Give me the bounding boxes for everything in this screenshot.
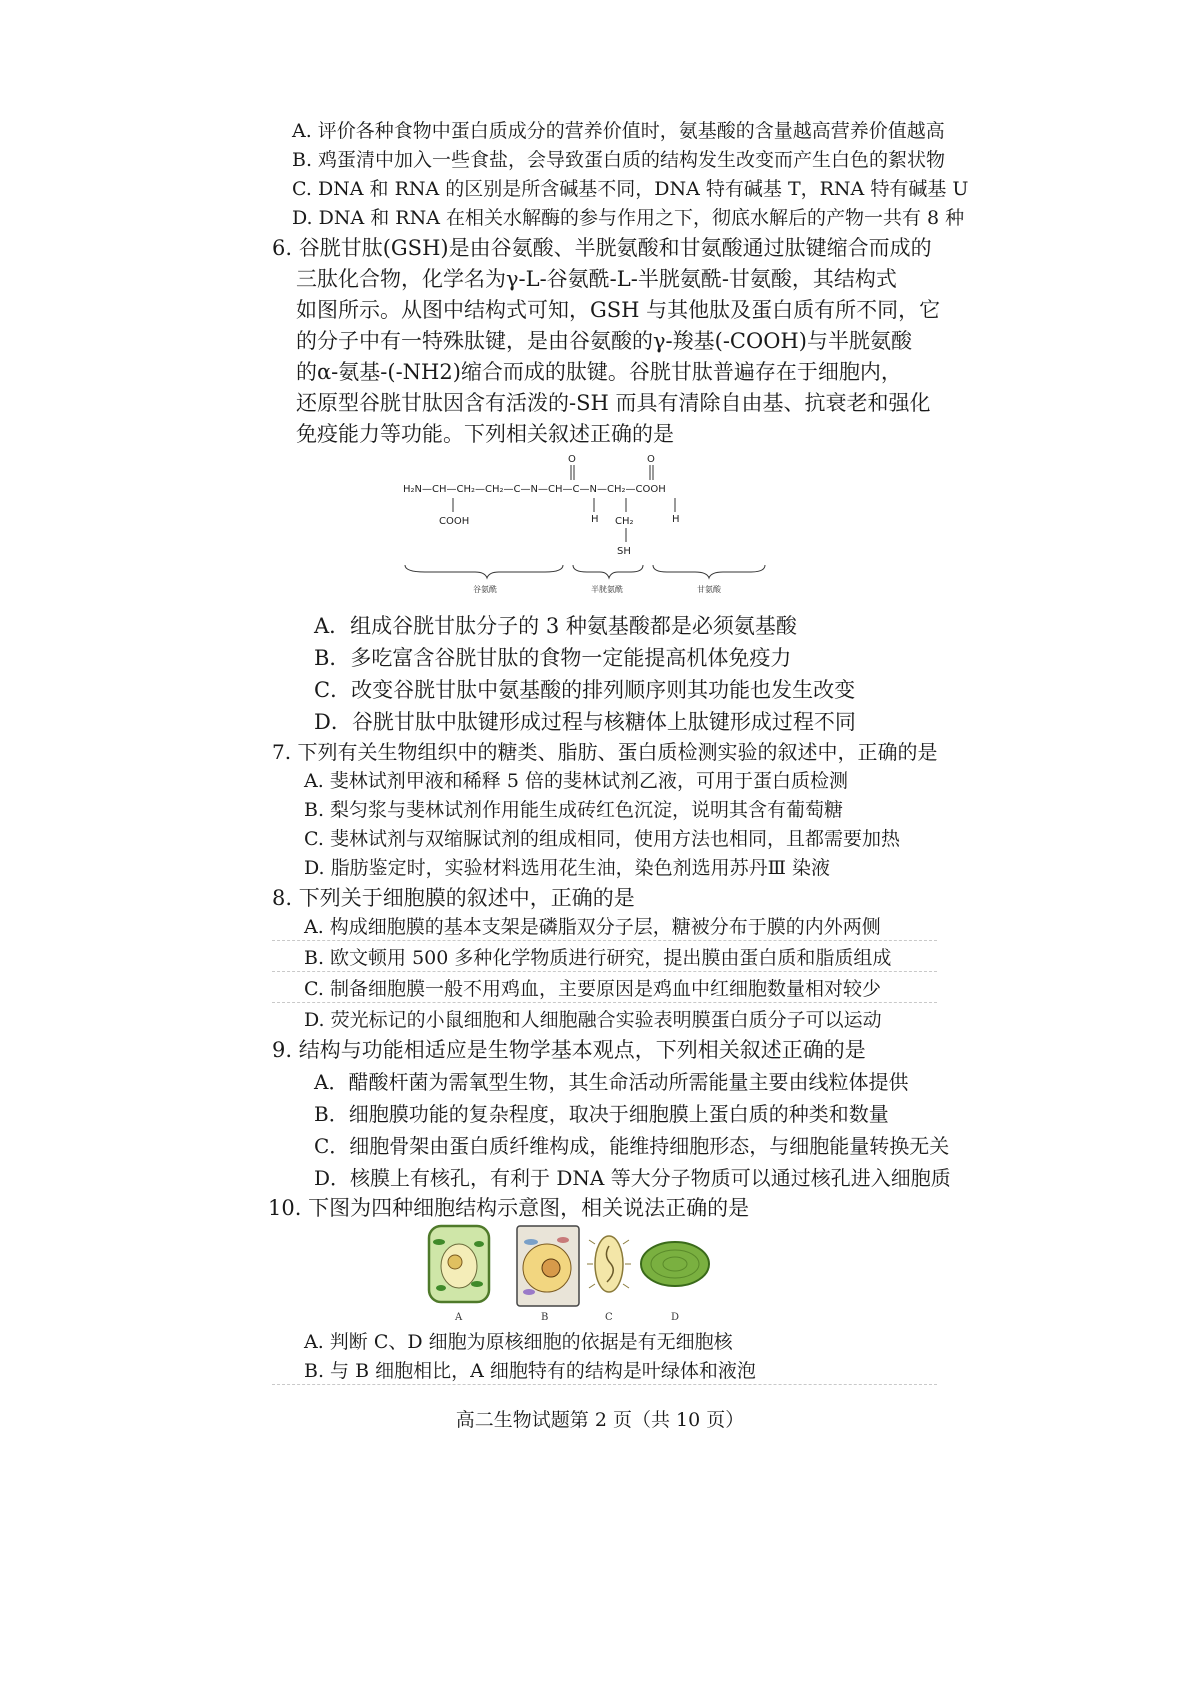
q10-option-b: B. 与 B 细胞相比，A 细胞特有的结构是叶绿体和液泡 — [304, 1360, 756, 1382]
divider — [272, 1384, 937, 1385]
q8-option-c: C. 制备细胞膜一般不用鸡血，主要原因是鸡血中红细胞数量相对较少 — [304, 978, 881, 1000]
formula-carbonyl-o-1: O — [568, 454, 576, 465]
plant-cell-a — [429, 1226, 489, 1302]
q9-stem: 9. 结构与功能相适应是生物学基本观点，下列相关叙述正确的是 — [272, 1038, 866, 1062]
cell-label-d: D — [671, 1312, 680, 1323]
q5-option-b: B. 鸡蛋清中加入一些食盐，会导致蛋白质的结构发生改变而产生白色的絮状物 — [292, 149, 946, 171]
q9-option-c: C．细胞骨架由蛋白质纤维构成，能维持细胞形态，与细胞能量转换无关 — [314, 1134, 950, 1158]
formula-sh: SH — [617, 546, 631, 557]
q6-option-a: A．组成谷胱甘肽分子的 3 种氨基酸都是必须氨基酸 — [314, 614, 797, 638]
q6-line-2: 三肽化合物，化学名为γ-L-谷氨酰-L-半胱氨酰-甘氨酸，其结构式 — [296, 267, 897, 291]
q7-option-c: C. 斐林试剂与双缩脲试剂的组成相同，使用方法也相同，且都需要加热 — [304, 828, 900, 850]
q8-option-d: D. 荧光标记的小鼠细胞和人细胞融合实验表明膜蛋白质分子可以运动 — [304, 1009, 882, 1031]
q8-option-a: A. 构成细胞膜的基本支架是磷脂双分子层，糖被分布于膜的内外两侧 — [304, 916, 881, 938]
q6-line-4: 的分子中有一特殊肽键，是由谷氨酸的γ-羧基(-COOH)与半胱氨酸 — [296, 329, 912, 353]
formula-h-2: H — [672, 514, 680, 525]
page-footer: 高二生物试题第 2 页（共 10 页） — [455, 1409, 745, 1431]
q9-option-a: A．醋酸杆菌为需氧型生物，其生命活动所需能量主要由线粒体提供 — [314, 1070, 909, 1094]
q10-option-a: A. 判断 C、D 细胞为原核细胞的依据是有无细胞核 — [304, 1331, 733, 1353]
formula-main-chain: H₂N—CH—CH₂—CH₂—C—N—CH—C—N—CH₂—COOH — [403, 484, 666, 495]
cell-label-c: C — [605, 1312, 613, 1323]
animal-cell-b — [517, 1226, 579, 1306]
divider — [272, 1002, 937, 1003]
q7-option-d: D. 脂肪鉴定时，实验材料选用花生油，染色剂选用苏丹Ⅲ 染液 — [304, 857, 830, 879]
brace-glutamyl — [405, 565, 563, 578]
bacterium-cell-c — [587, 1236, 631, 1292]
cell-label-b: B — [541, 1312, 549, 1323]
q5-option-a: A. 评价各种食物中蛋白质成分的营养价值时，氨基酸的含量越高营养价值越高 — [292, 120, 945, 142]
formula-cooh-side: COOH — [439, 516, 470, 527]
q6-line-3: 如图所示。从图中结构式可知，GSH 与其他肽及蛋白质有所不同，它 — [296, 298, 941, 322]
brace-cysteinyl — [573, 565, 643, 578]
q6-option-d: D．谷胱甘肽中肽键形成过程与核糖体上肽键形成过程不同 — [314, 710, 856, 734]
formula-h-1: H — [591, 514, 599, 525]
divider — [272, 940, 937, 941]
formula-carbonyl-o-2: O — [647, 454, 655, 465]
divider — [272, 971, 937, 972]
cell-label-a: A — [455, 1312, 463, 1323]
q6-option-b: B．多吃富含谷胱甘肽的食物一定能提高机体免疫力 — [314, 646, 792, 670]
brace-glycine — [653, 565, 765, 578]
q6-line-6: 还原型谷胱甘肽因含有活泼的-SH 而具有清除自由基、抗衰老和强化 — [296, 391, 931, 415]
q8-option-b: B. 欧文顿用 500 多种化学物质进行研究，提出膜由蛋白质和脂质组成 — [304, 947, 892, 969]
q5-option-c: C. DNA 和 RNA 的区别是所含碱基不同，DNA 特有碱基 T，RNA 特有碱基 U — [292, 178, 969, 200]
q7-stem: 7. 下列有关生物组织中的糖类、脂肪、蛋白质检测实验的叙述中，正确的是 — [272, 740, 938, 764]
four-cell-structure-diagram — [425, 1222, 725, 1324]
q6-option-c: C．改变谷胱甘肽中氨基酸的排列顺序则其功能也发生改变 — [314, 678, 856, 702]
q6-line-1: 6. 谷胱甘肽(GSH)是由谷氨酸、半胱氨酸和甘氨酸通过肽键缩合而成的 — [272, 236, 932, 260]
q8-stem: 8. 下列关于细胞膜的叙述中，正确的是 — [272, 886, 635, 910]
q5-option-d: D. DNA 和 RNA 在相关水解酶的参与作用之下，彻底水解后的产物一共有 8 种 — [292, 207, 965, 229]
formula-ch2-side: CH₂ — [615, 516, 634, 527]
q9-option-b: B．细胞膜功能的复杂程度，取决于细胞膜上蛋白质的种类和数量 — [314, 1102, 889, 1126]
q6-line-7: 免疫能力等功能。下列相关叙述正确的是 — [296, 422, 674, 446]
q9-option-d: D．核膜上有核孔，有利于 DNA 等大分子物质可以通过核孔进入细胞质 — [314, 1166, 951, 1190]
formula-label-cysteinyl: 半胱氨酰 — [591, 585, 623, 594]
formula-label-glutamyl: 谷氨酰 — [473, 585, 497, 594]
glutathione-structural-formula — [395, 450, 805, 595]
q10-stem: 10. 下图为四种细胞结构示意图，相关说法正确的是 — [268, 1196, 750, 1220]
q7-option-a: A. 斐林试剂甲液和稀释 5 倍的斐林试剂乙液，可用于蛋白质检测 — [304, 770, 848, 792]
cyanobacterium-cell-d — [641, 1242, 709, 1286]
q6-line-5: 的α-氨基-(-NH2)缩合而成的肽键。谷胱甘肽普遍存在于细胞内， — [296, 360, 902, 384]
formula-label-glycine: 甘氨酸 — [697, 585, 721, 594]
q7-option-b: B. 梨匀浆与斐林试剂作用能生成砖红色沉淀，说明其含有葡萄糖 — [304, 799, 844, 821]
